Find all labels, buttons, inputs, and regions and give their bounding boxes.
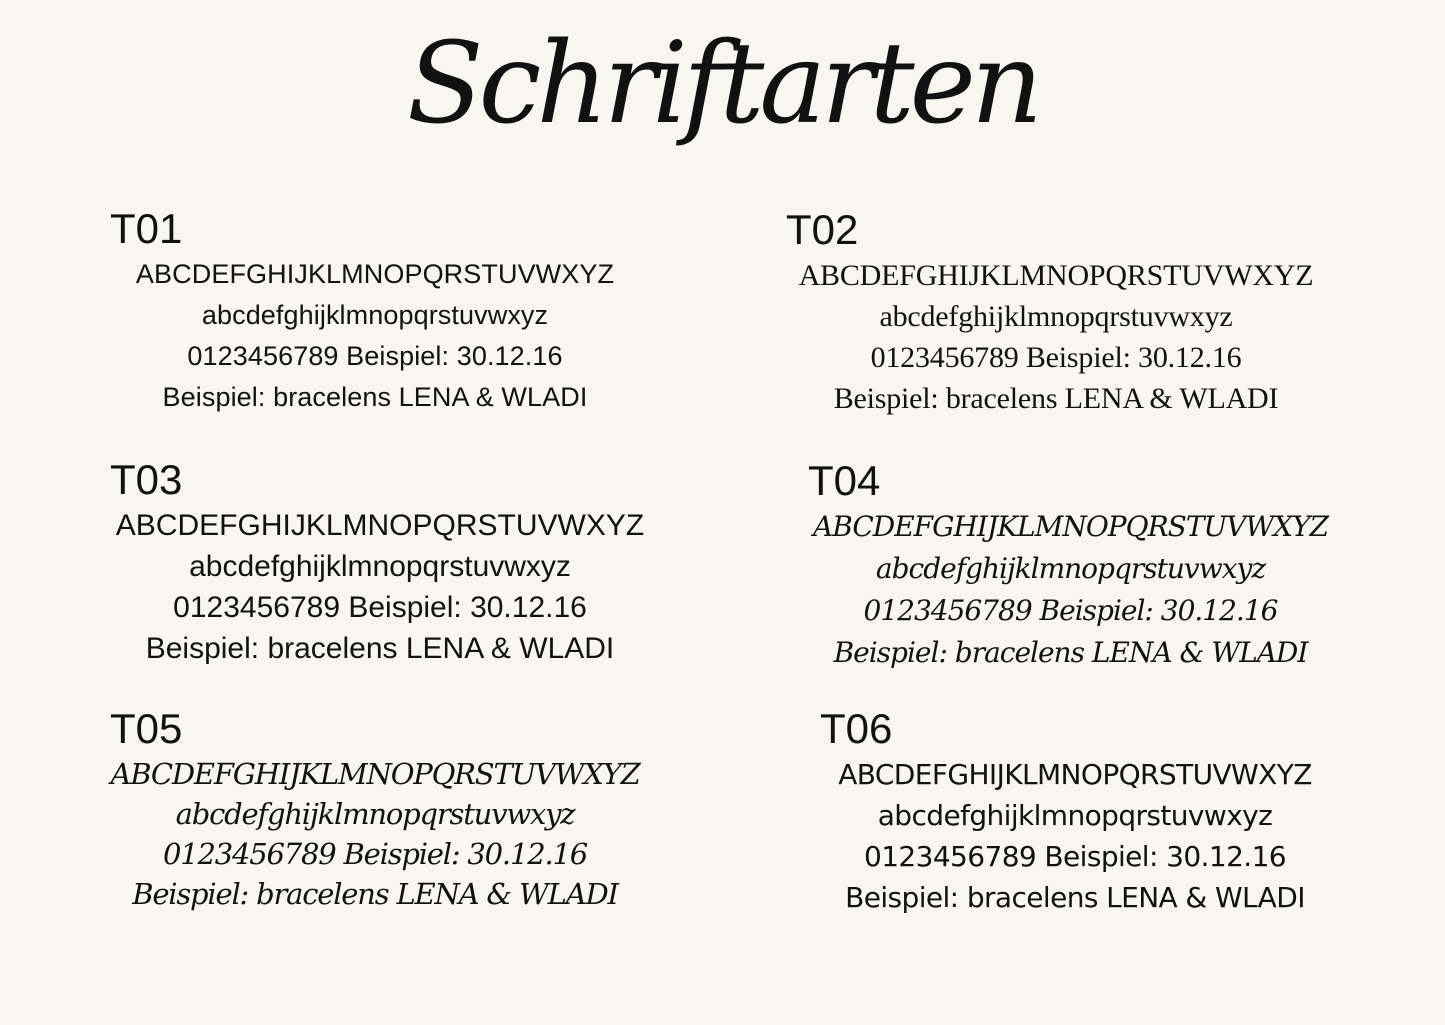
lowercase-line: abcdefghijklmnopqrstuvwxyz (875, 552, 1266, 585)
text-example-line: Beispiel: bracelens LENA & WLADI (833, 382, 1279, 415)
font-code: T03 (110, 456, 183, 503)
lowercase-line: abcdefghijklmnopqrstuvwxyz (189, 550, 571, 583)
font-sample-lines (820, 754, 1330, 918)
lowercase-line: abcdefghijklmnopqrstuvwxyz (175, 797, 575, 831)
lowercase-line: abcdefghijklmnopqrstuvwxyz (879, 300, 1233, 333)
text-example-line: Beispiel: bracelens LENA & WLADI (162, 382, 588, 412)
font-code: T05 (110, 705, 183, 752)
font-sample-lines (808, 506, 1333, 674)
numbers-example-line: 0123456789 Beispiel: 30.12.16 (187, 341, 563, 371)
font-sample-lines (110, 254, 640, 418)
font-code: T06 (820, 705, 893, 752)
lowercase-line: abcdefghijklmnopqrstuvwxyz (877, 799, 1273, 832)
text-example-line: Beispiel: bracelens LENA & WLADI (132, 877, 618, 911)
uppercase-line: ABCDEFGHIJKLMNOPQRSTUVWXYZ (115, 509, 645, 542)
font-code: T04 (808, 457, 881, 504)
font-sample-lines (110, 754, 640, 914)
uppercase-line: ABCDEFGHIJKLMNOPQRSTUVWXYZ (135, 259, 615, 289)
text-example-line: Beispiel: bracelens LENA & WLADI (833, 636, 1308, 669)
font-sample-t03 (110, 456, 650, 669)
font-sample-t06 (820, 705, 1330, 918)
uppercase-line: ABCDEFGHIJKLMNOPQRSTUVWXYZ (813, 510, 1328, 543)
numbers-example-line: 0123456789 Beispiel: 30.12.16 (870, 341, 1242, 374)
font-code: T02 (786, 206, 859, 253)
uppercase-line: ABCDEFGHIJKLMNOPQRSTUVWXYZ (110, 757, 640, 791)
numbers-example-line: 0123456789 Beispiel: 30.12.16 (163, 837, 587, 871)
text-example-line: Beispiel: bracelens LENA & WLADI (845, 881, 1305, 914)
font-sample-t02 (786, 206, 1326, 419)
font-sample-lines (786, 255, 1326, 419)
font-sample-t04 (808, 457, 1333, 674)
text-example-line: Beispiel: bracelens LENA & WLADI (145, 632, 615, 665)
page-title: Schriftarten (406, 19, 1039, 149)
lowercase-line: abcdefghijklmnopqrstuvwxyz (201, 300, 549, 330)
uppercase-line: ABCDEFGHIJKLMNOPQRSTUVWXYZ (838, 758, 1312, 791)
uppercase-line: ABCDEFGHIJKLMNOPQRSTUVWXYZ (798, 259, 1314, 292)
numbers-example-line: 0123456789 Beispiel: 30.12.16 (173, 591, 587, 624)
font-sample-lines (110, 505, 650, 669)
font-sample-t01 (110, 205, 640, 418)
numbers-example-line: 0123456789 Beispiel: 30.12.16 (863, 840, 1287, 873)
font-sample-t05 (110, 705, 640, 914)
font-code: T01 (110, 205, 183, 252)
numbers-example-line: 0123456789 Beispiel: 30.12.16 (863, 594, 1278, 627)
